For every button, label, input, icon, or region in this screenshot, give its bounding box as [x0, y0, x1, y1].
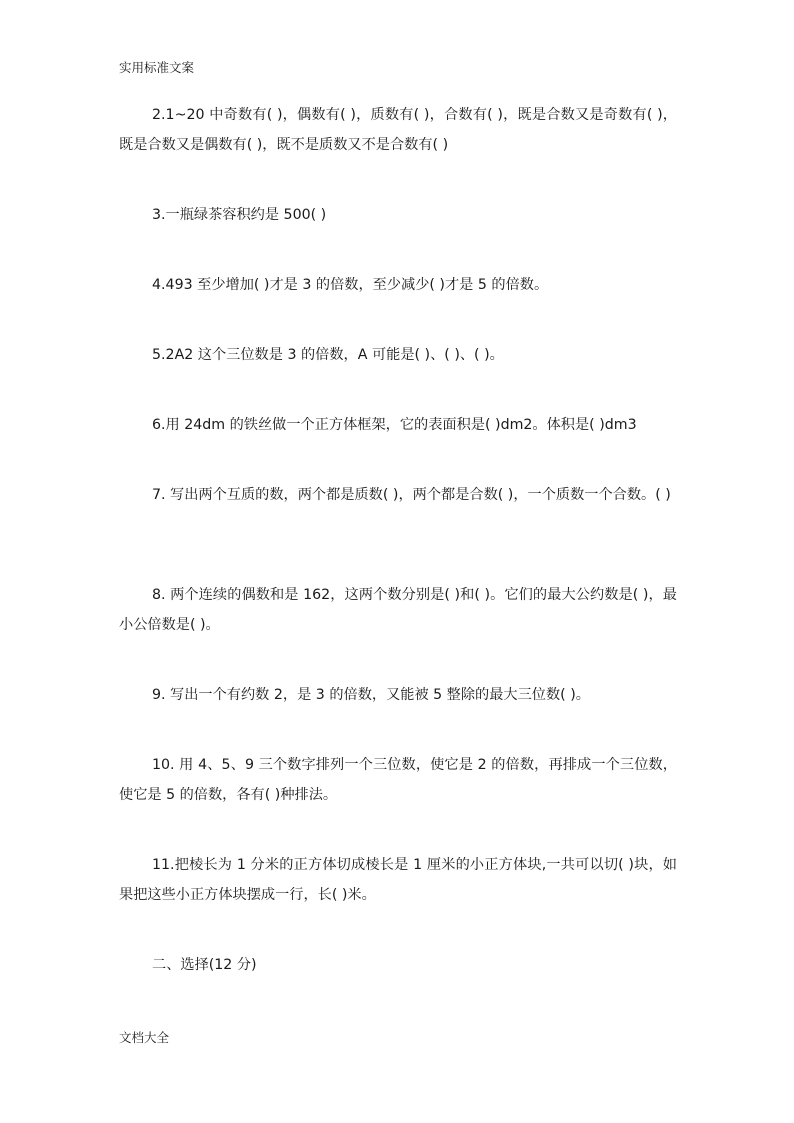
- question-4: 4.493 至少增加( )才是 3 的倍数，至少减少( )才是 5 的倍数。: [152, 277, 549, 293]
- section-title-choice: 二、选择(12 分): [152, 957, 257, 973]
- question-2: 2.1~20 中奇数有( )，偶数有( )，质数有( )，合数有( )，既是合数又是奇数有( )，既是合数又是偶数有( )，既不是质数又不是合数有( ): [119, 107, 677, 153]
- question-5: 5.2A2 这个三位数是 3 的倍数，A 可能是( )、( )、( )。: [152, 347, 504, 363]
- question-11: 11.把棱长为 1 分米的正方体切成棱长是 1 厘米的小正方体块,一共可以切( )块，如果把这些小正方体块摆成一行，长( )米。: [119, 857, 677, 903]
- question-9: 9. 写出一个有约数 2，是 3 的倍数，又能被 5 整除的最大三位数( )。: [152, 687, 590, 703]
- question-6: 6.用 24dm 的铁丝做一个正方体框架，它的表面积是( )dm2。体积是( )dm3: [152, 417, 637, 433]
- question-7: 7. 写出两个互质的数，两个都是质数( )，两个都是合数( )，一个质数一个合数。( ): [152, 487, 671, 503]
- page-header: 实用标准文案: [119, 60, 195, 75]
- question-3: 3.一瓶绿茶容积约是 500( ): [152, 207, 327, 223]
- page-footer: 文档大全: [119, 1030, 170, 1045]
- question-10: 10. 用 4、5、9 三个数字排列一个三位数，使它是 2 的倍数，再排成一个三位数，使它是 5 的倍数，各有( )种排法。: [119, 757, 677, 803]
- question-8: 8. 两个连续的偶数和是 162，这两个数分别是( )和( )。它们的最大公约数是( )，最小公倍数是( )。: [119, 587, 677, 633]
